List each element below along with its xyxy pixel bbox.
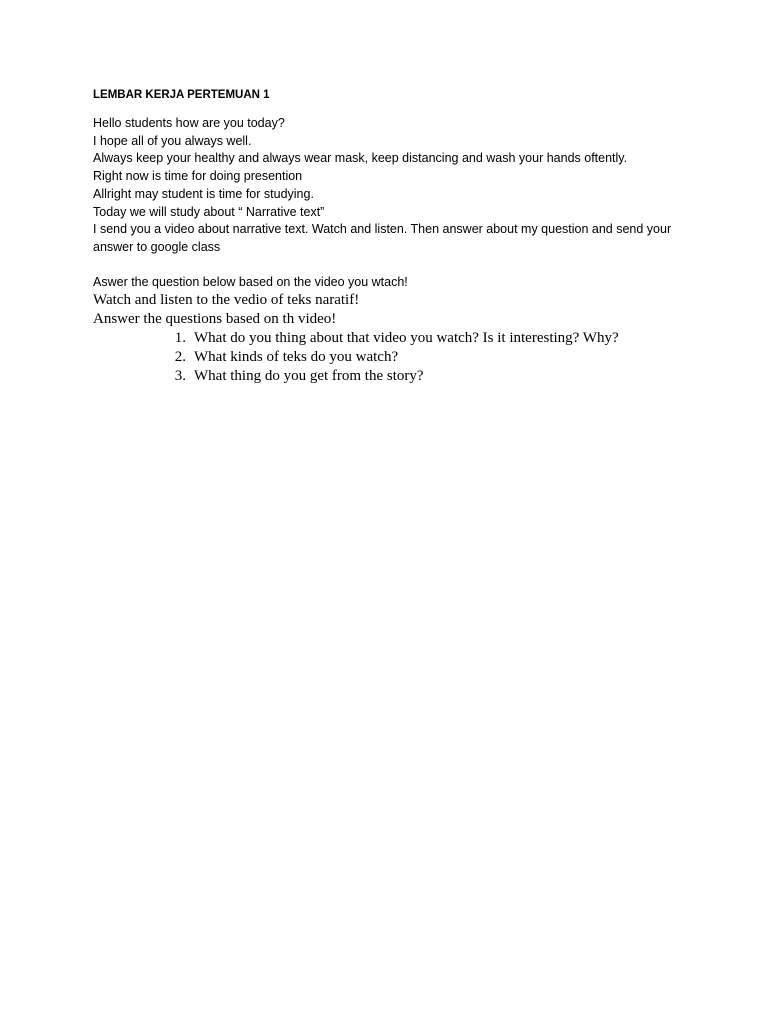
question-text: What kinds of teks do you watch? xyxy=(194,348,399,365)
intro-line: Hello students how are you today? xyxy=(93,116,285,130)
question-number: 3. xyxy=(174,367,186,384)
intro-line: Always keep your healthy and always wear mask, keep distancing and wash your hands oftently. xyxy=(93,151,628,166)
intro-line: Right now is time for doing presention xyxy=(93,169,303,184)
question-text: What thing do you get from the story? xyxy=(194,367,424,384)
question-number: 1. xyxy=(174,329,186,346)
question-item xyxy=(93,367,683,386)
intro-line: I send you a video about narrative text. Watch and listen. Then answer about my question and send your answer to google class xyxy=(93,222,672,254)
question-number: 2. xyxy=(174,348,186,365)
question-list xyxy=(93,329,683,386)
question-text: What do you thing about that video you watch? Is it interesting? Why? xyxy=(194,329,619,346)
instruction-line: Watch and listen to the vedio of teks naratif! xyxy=(93,292,360,309)
document-body xyxy=(93,88,683,386)
document-title: LEMBAR KERJA PERTEMUAN 1 xyxy=(93,89,270,101)
intro-line: Today we will study about “ Narrative text” xyxy=(93,204,325,219)
intro-line: I hope all of you always well. xyxy=(93,133,252,148)
instruction-line: Answer the questions based on th video! xyxy=(93,311,337,328)
intro-paragraph xyxy=(93,115,683,257)
question-item xyxy=(93,329,683,348)
intro-line: Allright may student is time for studying. xyxy=(93,186,314,201)
question-item xyxy=(93,348,683,367)
instruction-line: Aswer the question below based on the video you wtach! xyxy=(93,274,408,289)
